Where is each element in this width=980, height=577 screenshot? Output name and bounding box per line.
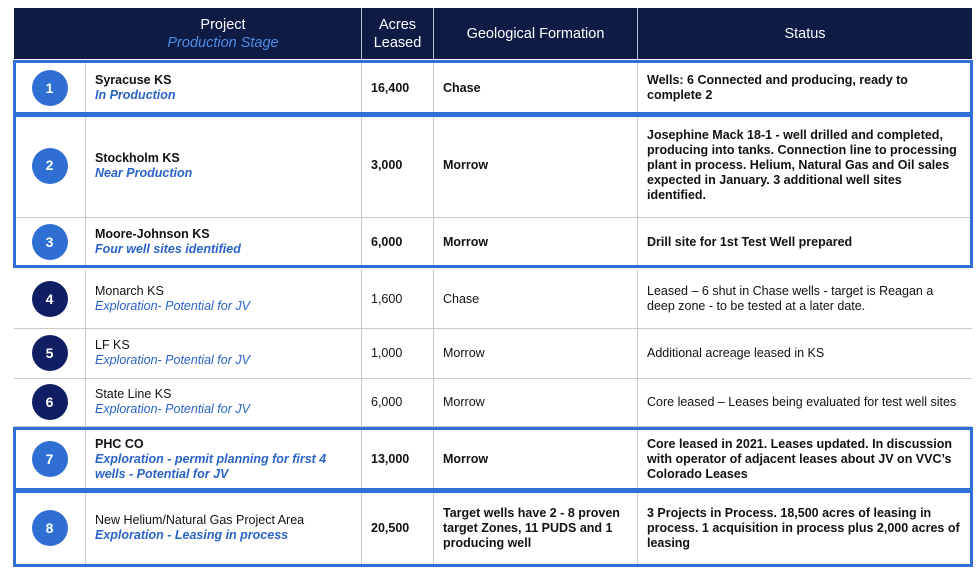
acres-cell: 20,500 <box>361 492 433 564</box>
formation-cell: Morrow <box>433 328 637 378</box>
row-divider <box>14 114 972 115</box>
row-divider <box>14 217 972 218</box>
formation-cell: Morrow <box>433 114 637 217</box>
row-number-cell <box>14 62 85 114</box>
acres-cell: 1,600 <box>361 270 433 328</box>
formation-cell: Target wells have 2 - 8 proven target Zones, 11 PUDS and 1 producing well <box>433 492 637 564</box>
project-stage: In Production <box>95 88 176 102</box>
acres-cell: 16,400 <box>361 62 433 114</box>
project-name: State Line KS <box>95 387 172 401</box>
project-stage: Exploration - Leasing in process <box>95 528 289 542</box>
project-stage: Exploration- Potential for JV <box>95 402 250 416</box>
table-row <box>14 328 972 378</box>
status-cell: 3 Projects in Process. 18,500 acres of leasing in process. 1 acquisition in process plus 2,000 acres of leasing <box>637 492 972 564</box>
row-number-badge: 8 <box>32 510 68 546</box>
project-stage: Near Production <box>95 165 193 180</box>
header-formation-label: Geological Formation <box>466 25 605 42</box>
project-cell <box>85 114 361 217</box>
formation-cell: Morrow <box>433 378 637 426</box>
status-cell: Wells: 6 Connected and producing, ready to complete 2 <box>637 62 972 114</box>
row-number-badge: 1 <box>32 70 68 106</box>
table-row <box>14 114 972 217</box>
status-cell: Additional acreage leased in KS <box>637 328 972 378</box>
project-name: Moore-Johnson KS <box>95 227 210 241</box>
row-number-badge: 7 <box>32 441 68 477</box>
header-production-stage: Production Stage <box>167 34 279 51</box>
project-name: LF KS <box>95 338 130 352</box>
project-stage: Exploration - permit planning for first 4 wells - Potential for JV <box>95 451 327 481</box>
project-name: Syracuse KS <box>95 73 172 87</box>
row-divider <box>14 426 972 427</box>
acres-cell: 13,000 <box>361 429 433 489</box>
acres-cell: 3,000 <box>361 114 433 217</box>
project-cell <box>85 62 361 114</box>
header-project <box>85 8 361 59</box>
project-cell <box>85 492 361 564</box>
header-status-label: Status <box>784 25 826 42</box>
status-cell: Drill site for 1st Test Well prepared <box>637 217 972 267</box>
header-acres-line2: Leased <box>373 34 422 51</box>
formation-cell: Chase <box>433 62 637 114</box>
project-stage: Exploration- Potential for JV <box>95 299 250 313</box>
formation-cell: Chase <box>433 270 637 328</box>
project-name: Stockholm KS <box>95 150 180 165</box>
table-row <box>14 492 972 564</box>
project-cell <box>85 378 361 426</box>
row-number-badge: 3 <box>32 224 68 260</box>
table-row <box>14 270 972 328</box>
project-name: PHC CO <box>95 436 144 451</box>
header-acres-line1: Acres <box>378 16 417 33</box>
table-header <box>14 8 972 59</box>
table-row <box>14 62 972 114</box>
row-number-badge: 6 <box>32 384 68 420</box>
formation-cell: Morrow <box>433 217 637 267</box>
status-cell: Core leased in 2021. Leases updated. In discussion with operator of adjacent leases about JV on VVC’s Colorado Leases <box>637 429 972 489</box>
row-number-cell <box>14 378 85 426</box>
header-project-label: Project <box>200 16 246 33</box>
row-number-badge: 2 <box>32 148 68 184</box>
row-number-cell <box>14 429 85 489</box>
status-cell: Josephine Mack 18-1 - well drilled and completed, producing into tanks. Connection line to processing plant in process. Helium, Natural Gas and Oil sales expected in January. 3 additional well sites identified. <box>637 114 972 217</box>
header-acres <box>361 8 433 59</box>
formation-cell: Morrow <box>433 429 637 489</box>
header-status <box>637 8 972 59</box>
table-row <box>14 378 972 426</box>
acres-cell: 6,000 <box>361 217 433 267</box>
row-number-cell <box>14 270 85 328</box>
project-name: New Helium/Natural Gas Project Area <box>95 513 305 527</box>
row-number-cell <box>14 217 85 267</box>
table-row <box>14 217 972 267</box>
row-divider <box>14 378 972 379</box>
project-cell <box>85 429 361 489</box>
row-number-badge: 5 <box>32 335 68 371</box>
status-cell: Core leased – Leases being evaluated for test well sites <box>637 378 972 426</box>
row-number-cell <box>14 328 85 378</box>
row-number-cell <box>14 492 85 564</box>
header-formation <box>433 8 637 59</box>
project-name: Monarch KS <box>95 284 164 298</box>
project-cell <box>85 217 361 267</box>
project-stage: Exploration- Potential for JV <box>95 353 250 367</box>
project-stage: Four well sites identified <box>95 242 241 256</box>
table-row <box>14 429 972 489</box>
row-divider <box>14 328 972 329</box>
acres-cell: 6,000 <box>361 378 433 426</box>
status-cell: Leased – 6 shut in Chase wells - target is Reagan a deep zone - to be tested at a later date. <box>637 270 972 328</box>
acres-cell: 1,000 <box>361 328 433 378</box>
project-cell <box>85 328 361 378</box>
project-cell <box>85 270 361 328</box>
row-number-badge: 4 <box>32 281 68 317</box>
row-number-cell <box>14 114 85 217</box>
